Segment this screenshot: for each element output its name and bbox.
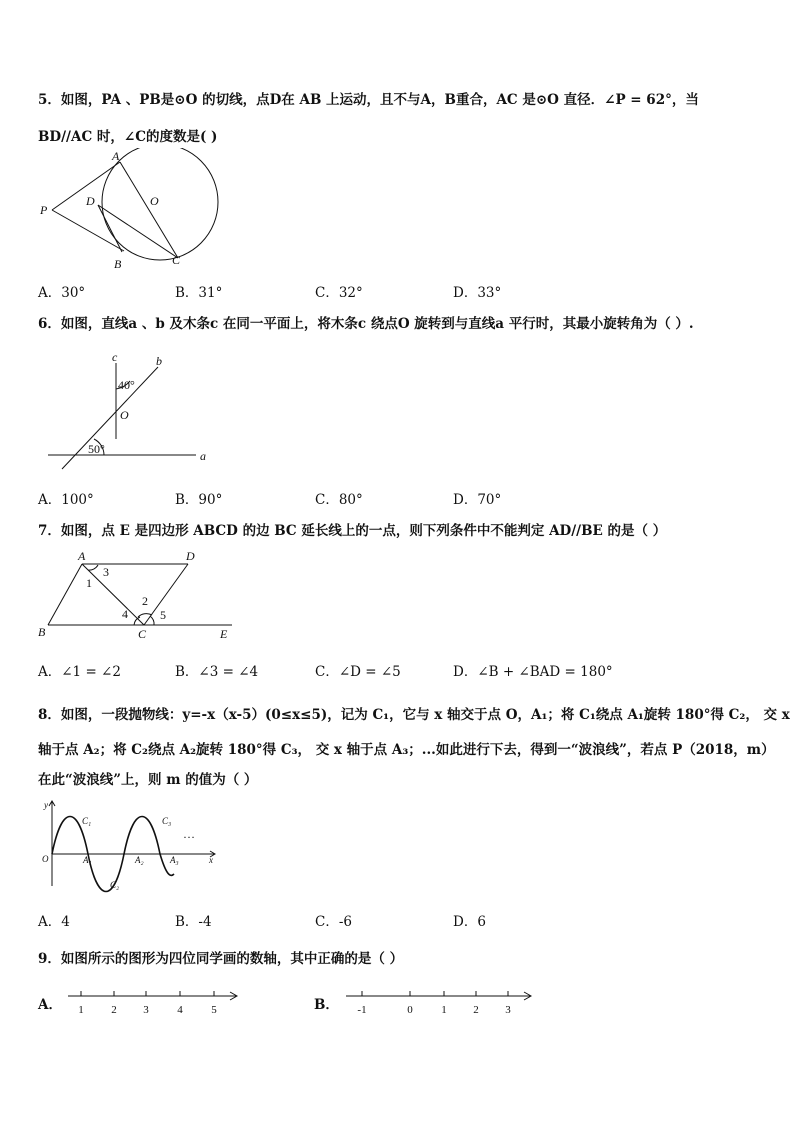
q8-label-c2: C₂ — [110, 880, 120, 890]
q9-a-tick-label: 3 — [143, 1004, 149, 1016]
q5-stem-line2: BD//AC 时，∠C的度数是( ) — [38, 129, 218, 145]
q9-option-a-label[interactable]: A． — [38, 997, 62, 1013]
q7-option-b[interactable]: B．∠3 = ∠4 — [175, 664, 259, 680]
q6-option-d[interactable]: D．70° — [453, 492, 502, 508]
q6-option-a[interactable]: A．100° — [38, 492, 94, 508]
q8-stem-line3: 在此“波浪线”上，则 m 的值为（ ） — [38, 772, 258, 788]
q7-label-e: E — [220, 627, 228, 641]
q7-label-3: 3 — [103, 565, 109, 579]
q8-label-a3: A₃ — [170, 855, 179, 865]
q8-option-c[interactable]: C．-6 — [315, 914, 352, 930]
q6-label-50deg: 50° — [88, 442, 105, 456]
q5-option-c[interactable]: C．32° — [315, 285, 363, 301]
q9-b-tick-label: 2 — [473, 1004, 479, 1016]
q5-label-o: O — [150, 194, 159, 208]
q5-label-p: P — [40, 203, 48, 217]
q6-lines-figure — [40, 345, 230, 475]
q6-label-c: c — [112, 350, 118, 364]
q8-label-c1: C₁ — [82, 816, 92, 826]
q8-wave-figure — [36, 796, 226, 896]
q7-option-c[interactable]: C．∠D = ∠5 — [315, 664, 401, 680]
q7-label-a: A — [78, 549, 86, 563]
q7-label-c: C — [138, 627, 147, 641]
q8-stem-line2: 轴于点 A₂；将 C₂绕点 A₂旋转 180°得 C₃， 交 x 轴于点 A₃；...如此进行下去，得到一“波浪线”，若点 P（2018，m） — [38, 742, 775, 758]
q9-stem: 9．如图所示的图形为四位同学画的数轴，其中正确的是（ ） — [38, 951, 404, 967]
q5-label-d: D — [86, 194, 95, 208]
q5-option-d[interactable]: D．33° — [453, 285, 502, 301]
q8-label-o: O — [42, 854, 49, 864]
q7-label-4: 4 — [122, 607, 128, 621]
q8-label-a2: A₂ — [135, 855, 144, 865]
q7-quadrilateral-figure — [36, 547, 246, 645]
q7-label-d: D — [186, 549, 195, 563]
q9-option-b-label[interactable]: B． — [314, 997, 339, 1013]
q8-option-d[interactable]: D．6 — [453, 914, 486, 930]
q7-option-d[interactable]: D．∠B + ∠BAD = 180° — [453, 664, 613, 680]
q9-b-tick-label: 1 — [441, 1004, 447, 1016]
q5-option-b[interactable]: B．31° — [175, 285, 223, 301]
q8-label-x: x — [209, 855, 213, 865]
q6-label-40deg: 40° — [118, 378, 135, 392]
q8-label-c3: C₃ — [162, 816, 172, 826]
q6-option-b[interactable]: B．90° — [175, 492, 223, 508]
q7-label-5: 5 — [160, 608, 166, 622]
q9-a-tick-label: 1 — [78, 1004, 84, 1016]
q5-label-b: B — [114, 257, 122, 271]
q9-a-tick-label: 2 — [111, 1004, 117, 1016]
q9-number-line-b — [342, 986, 538, 1022]
q5-label-a: A — [112, 149, 120, 163]
q7-option-a[interactable]: A．∠1 = ∠2 — [38, 664, 121, 680]
q8-label-a1: A₁ — [83, 855, 92, 865]
q6-option-c[interactable]: C．80° — [315, 492, 363, 508]
q8-label-ellipsis: … — [183, 827, 195, 841]
q9-b-tick-label: 0 — [407, 1004, 413, 1016]
q9-number-line-a — [64, 986, 244, 1022]
q8-label-y: y — [44, 800, 48, 810]
q7-label-1: 1 — [86, 576, 92, 590]
q7-stem: 7．如图，点 E 是四边形 ABCD 的边 BC 延长线上的一点，则下列条件中不能判定 AD//BE 的是（ ） — [38, 523, 667, 539]
q8-option-a[interactable]: A．4 — [38, 914, 70, 930]
q6-label-a: a — [200, 449, 206, 463]
q6-label-o: O — [120, 408, 129, 422]
q7-label-b: B — [38, 625, 46, 639]
q8-option-b[interactable]: B．-4 — [175, 914, 212, 930]
q6-label-b: b — [156, 354, 162, 368]
q8-stem-line1: 8．如图，一段抛物线：y=-x（x-5）(0≤x≤5)，记为 C₁，它与 x 轴交于点 O，A₁；将 C₁绕点 A₁旋转 180°得 C₂， 交 x — [38, 707, 790, 723]
q7-label-2: 2 — [142, 594, 148, 608]
q9-b-tick-label: 3 — [505, 1004, 511, 1016]
q9-a-tick-label: 4 — [177, 1004, 183, 1016]
q5-option-a[interactable]: A．30° — [38, 285, 86, 301]
q5-label-c: C — [172, 253, 181, 267]
q5-circle-tangent-figure — [36, 148, 226, 274]
q9-a-tick-label: 5 — [211, 1004, 217, 1016]
q9-b-tick-label: -1 — [357, 1004, 367, 1016]
q5-stem-line1: 5．如图，PA 、PB是⊙O 的切线，点D在 AB 上运动，且不与A，B重合，AC 是⊙O 直径．∠P = 62°，当 — [38, 92, 699, 108]
q6-stem: 6．如图，直线a 、b 及木条c 在同一平面上，将木条c 绕点O 旋转到与直线a 平行时，其最小旋转角为（ ）. — [38, 316, 694, 332]
